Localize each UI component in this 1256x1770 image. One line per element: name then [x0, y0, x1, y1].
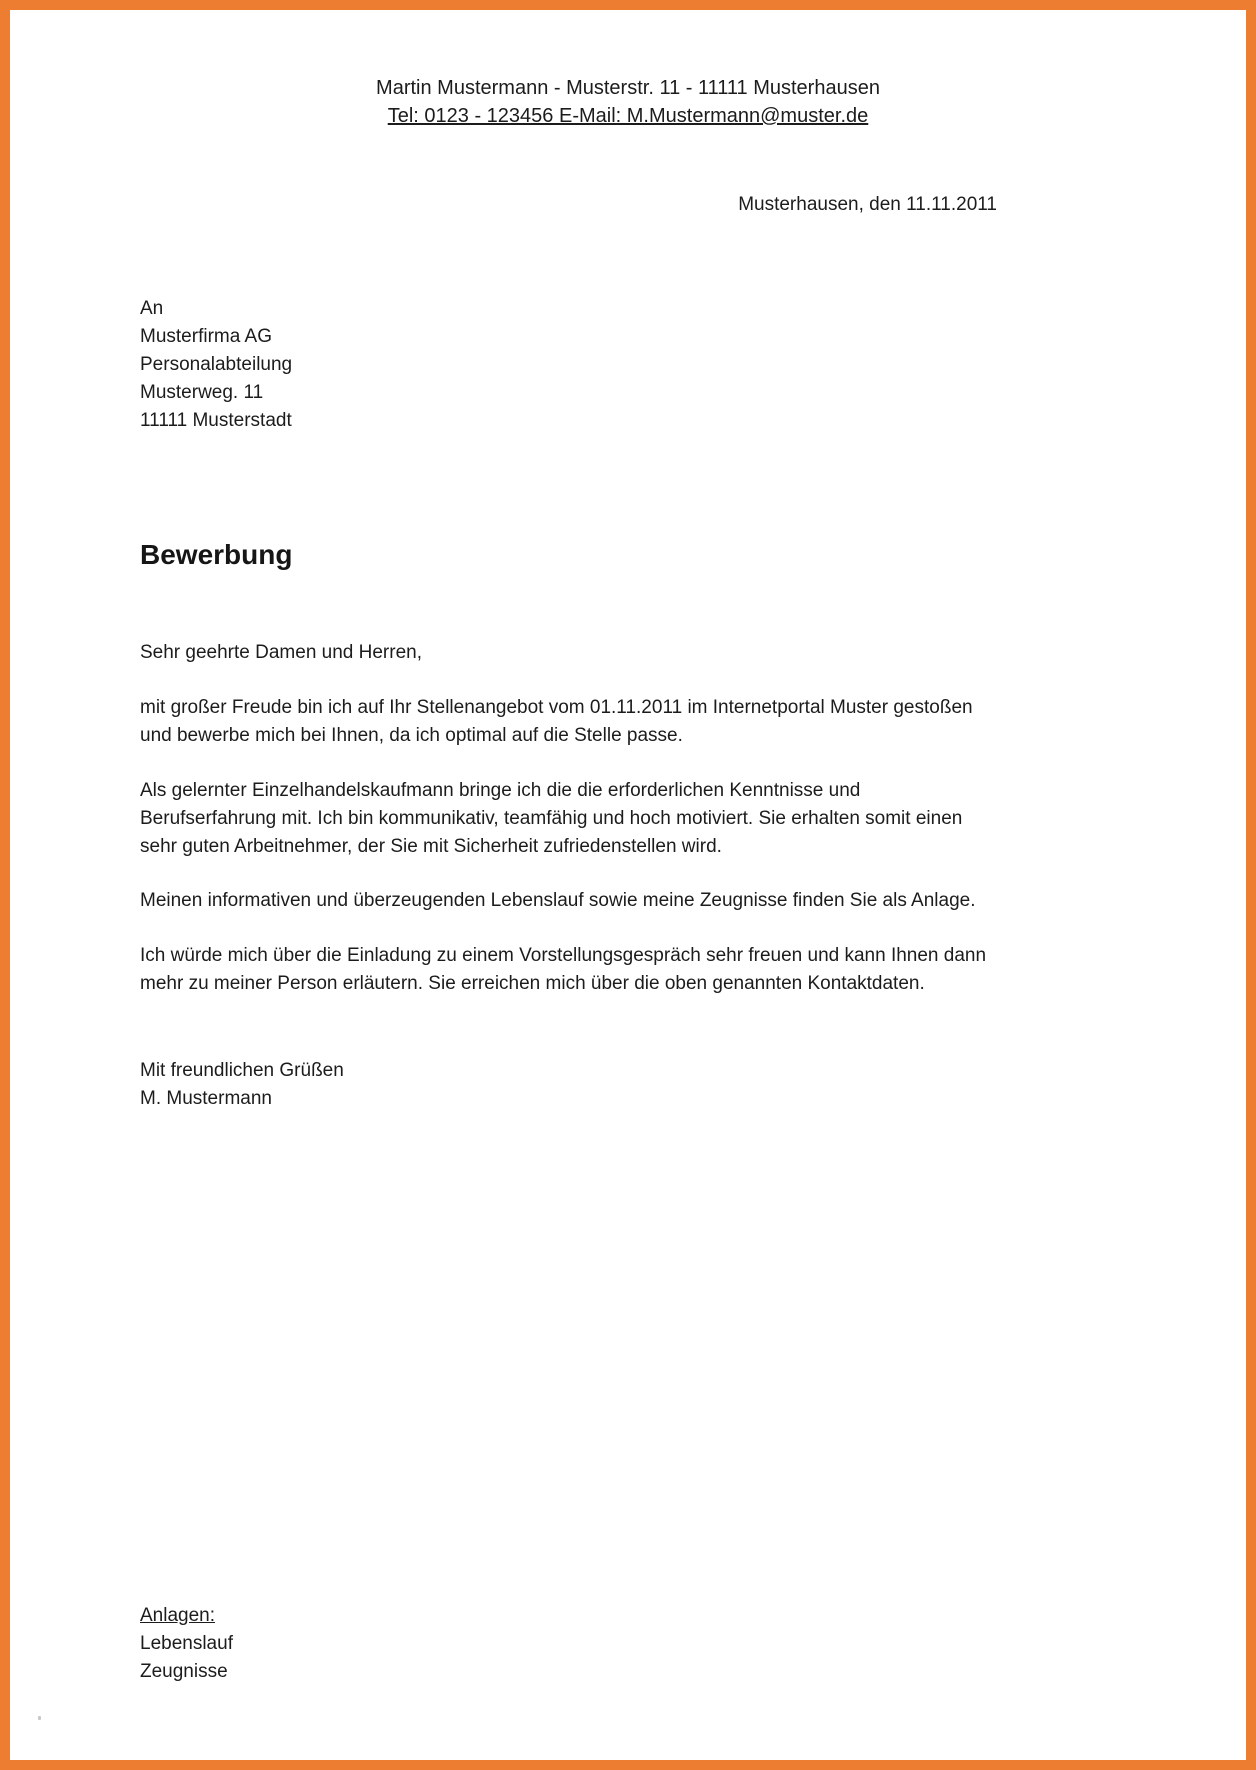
- salutation: Sehr geehrte Damen und Herren,: [140, 642, 422, 663]
- body-paragraph-2: [140, 777, 1120, 861]
- body-paragraph-1: [140, 694, 1120, 750]
- sender-address-line: Martin Mustermann - Musterstr. 11 - 11111 Musterhausen: [376, 77, 880, 99]
- date-line: Musterhausen, den 11.11.2011: [738, 194, 997, 215]
- body-paragraph-4: [140, 942, 1120, 998]
- sender-contact-line: Tel: 0123 - 123456 E-Mail: M.Mustermann@muster.de: [387, 105, 869, 127]
- paragraph-line: mit großer Freude bin ich auf Ihr Stellenangebot vom 01.11.2011 im Internetportal Muster gestoßen: [140, 697, 973, 718]
- scan-artifact-speck: [38, 1716, 41, 1720]
- sender-header: [10, 74, 1246, 130]
- paragraph-line: und bewerbe mich bei Ihnen, da ich optimal auf die Stelle passe.: [140, 725, 683, 746]
- paragraph-line: Als gelernter Einzelhandelskaufmann bringe ich die die erforderlichen Kenntnisse und: [140, 780, 861, 801]
- closing-regards: Mit freundlichen Grüßen: [140, 1060, 344, 1081]
- paragraph-line: Ich würde mich über die Einladung zu einem Vorstellungsgespräch sehr freuen und kann Ihnen dann: [140, 945, 987, 966]
- enclosure-item: Zeugnisse: [140, 1661, 228, 1682]
- paragraph-line: mehr zu meiner Person erläutern. Sie erreichen mich über die oben genannten Kontaktdaten.: [140, 973, 925, 994]
- signature-name: M. Mustermann: [140, 1088, 272, 1109]
- enclosures-heading: Anlagen:: [140, 1605, 216, 1626]
- subject-heading: Bewerbung: [140, 539, 293, 570]
- recipient-line-an: An: [140, 298, 164, 319]
- paragraph-line: Meinen informativen und überzeugenden Lebenslauf sowie meine Zeugnisse finden Sie als Anlage.: [140, 890, 976, 911]
- recipient-line-company: Musterfirma AG: [140, 326, 272, 347]
- enclosure-item: Lebenslauf: [140, 1633, 233, 1654]
- paragraph-line: Berufserfahrung mit. Ich bin kommunikativ, teamfähig und hoch motiviert. Sie erhalten somit einen: [140, 808, 963, 829]
- recipient-line-street: Musterweg. 11: [140, 382, 264, 403]
- paragraph-line: sehr guten Arbeitnehmer, der Sie mit Sicherheit zufriedenstellen wird.: [140, 836, 722, 857]
- recipient-line-city: 11111 Musterstadt: [140, 410, 292, 431]
- body-paragraph-3: [140, 887, 1120, 915]
- enclosures-block: [140, 1602, 233, 1686]
- recipient-line-department: Personalabteilung: [140, 354, 293, 375]
- closing-block: [140, 1057, 344, 1113]
- recipient-address: [140, 295, 292, 435]
